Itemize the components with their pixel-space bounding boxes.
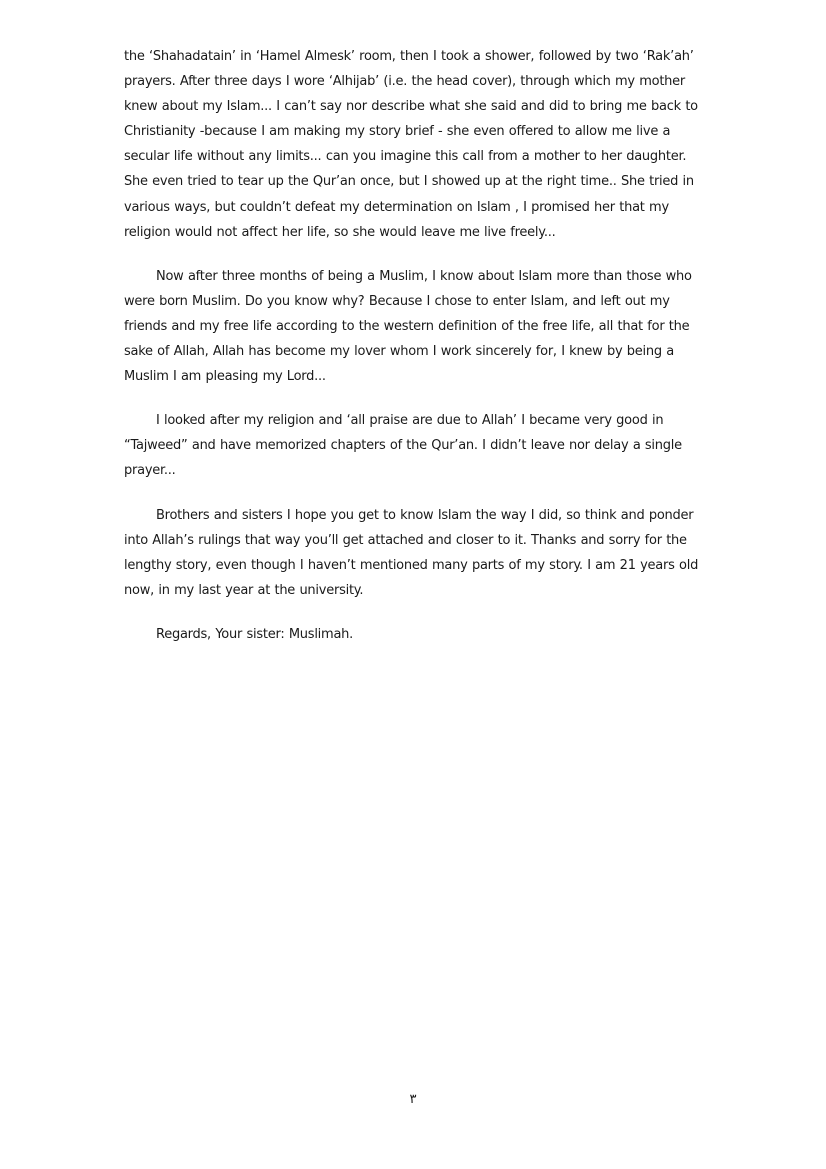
paragraph-religion: I looked after my religion and ‘all praise are due to Allah’ I became very good in “Tajweed” and have memorized chapters of the Qur’an. I didn’t leave nor delay a single prayer... (124, 413, 682, 479)
paragraph-brothers-sisters: Brothers and sisters I hope you get to know Islam the way I did, so think and ponder into Allah’s rulings that way you’ll get attached and closer to it. Thanks and sorry for the lengthy story, even though I haven’t mentioned many parts of my story. I am 21 years old now, in my last year at the university. (124, 507, 699, 598)
paragraph-three-months: Now after three months of being a Muslim, I know about Islam more than those who were born Muslim. Do you know why? Because I chose to enter Islam, and left out my friends and my free life according to the western definition of the free life, all that for the sake of Allah, Allah has become my lover whom I work sincerely for, I knew by being a Muslim I am pleasing my Lord... (124, 268, 692, 385)
paragraph-continuation: the ‘Shahadatain’ in ‘Hamel Almesk’ room, then I took a shower, followed by two ‘Rak’ah’ prayers. After three days I wore ‘Alhijab’ (i.e. the head cover), through which my mother knew about my Islam... I can’t say nor describe what she said and did to bring me back to Christianity -because I am making my story brief - she even offered to allow me live a secular life without any limits... can you imagine this call from a mother to her daughter. She even tried to tear up the Qur’an once, but I showed up at the right time.. She tried in various ways, but couldn’t defeat my determination on Islam , I promised her that my religion would not affect her life, so she would leave me live freely... (124, 49, 698, 240)
paragraph-signature: Regards, Your sister: Muslimah. (156, 626, 354, 642)
document-page (124, 44, 706, 666)
page-number: ٣ (409, 1092, 417, 1107)
